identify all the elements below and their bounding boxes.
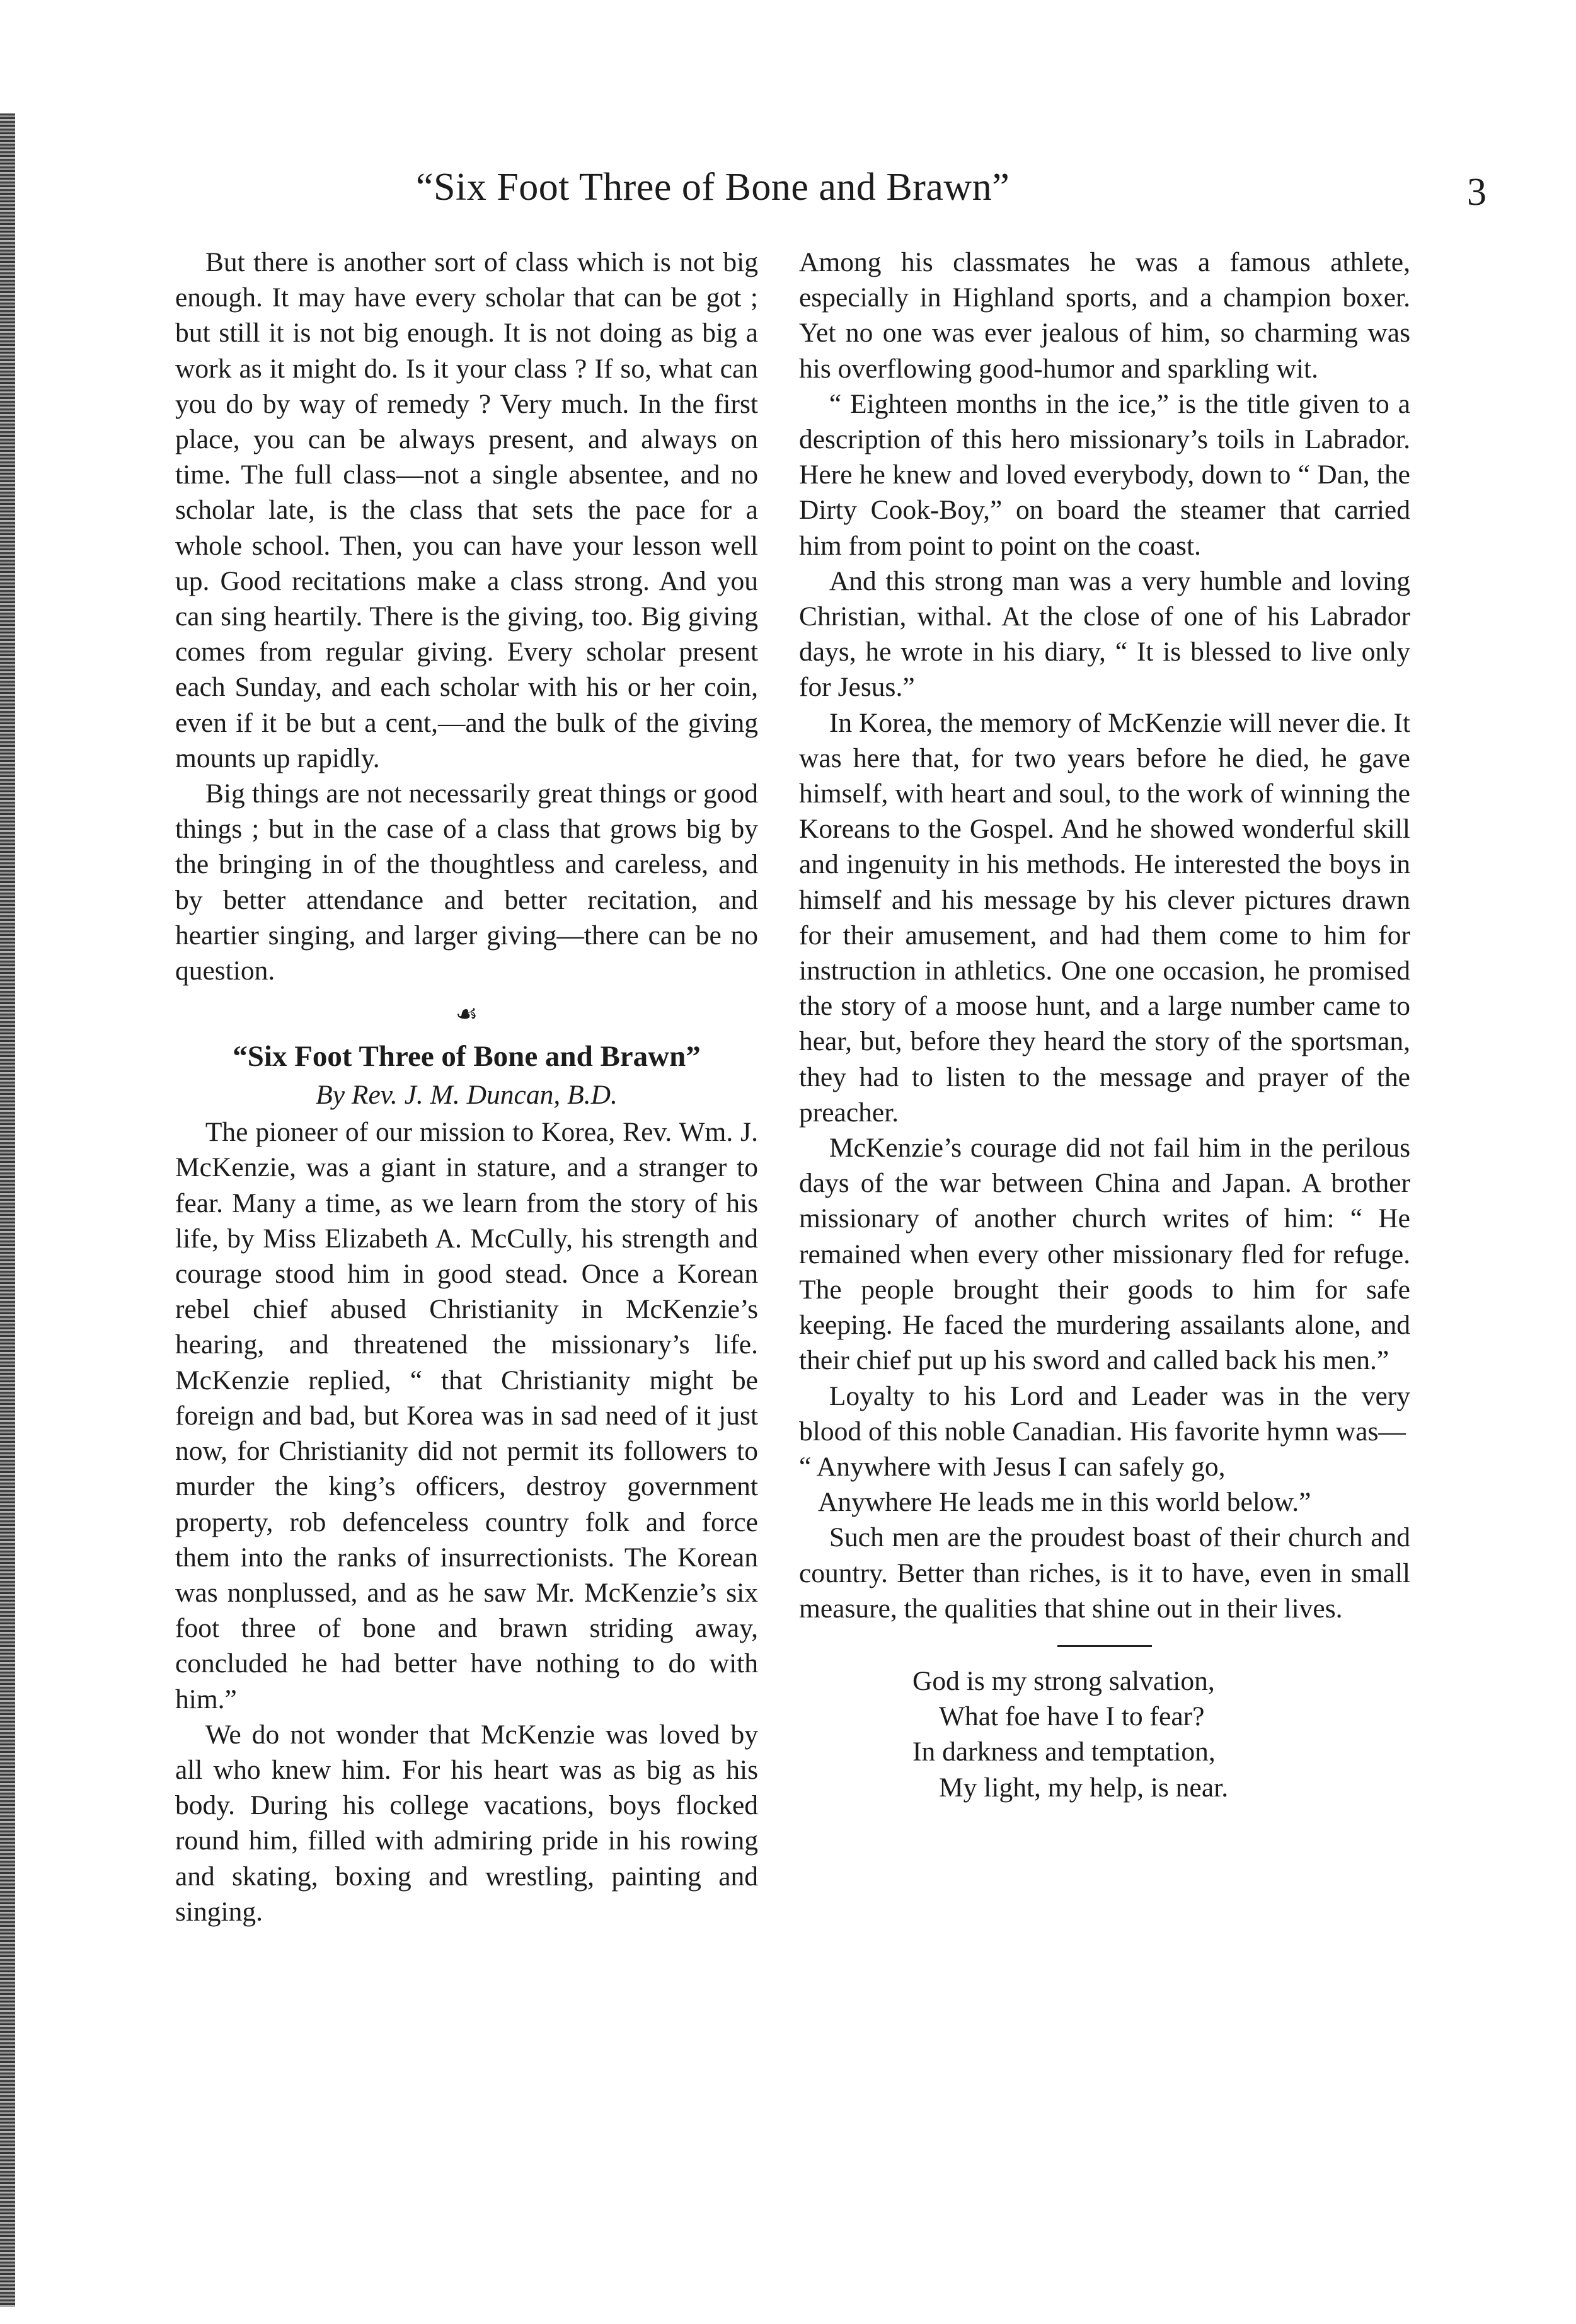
- article-title: “Six Foot Three of Bone and Brawn”: [233, 1040, 701, 1073]
- verse-line: In darkness and temptation,: [912, 1737, 1216, 1767]
- paragraph: Such men are the proudest boast of their church and country. Better than riches, is it to have, even in small measure, the qualities that shine out in their lives.: [799, 1522, 1410, 1624]
- paragraph: Loyalty to his Lord and Leader was in the very blood of this noble Canadian. His favorite hymn was—: [799, 1380, 1410, 1447]
- paragraph: Big things are not necessarily great things or good things ; but in the case of a class that grows big by the bringing in of the thoughtless and careless, and by better attendance and better recitation, and heartier singing, and larger giving—there can be no question.: [175, 778, 758, 986]
- paragraph: In Korea, the memory of McKenzie will never die. It was here that, for two years before he died, he gave himself, with heart and soul, to the work of winning the Koreans to the Gospel. And he showed wonderful skill and ingenuity in his methods. He interested the boys in himself and his message by his clever pictures drawn for their amusement, and had them come to him for instruction in athletics. One one occasion, he promised the story of a moose hunt, and a large number came to hear, but, before they heard the story of the sportsman, they had to listen to the message and prayer of the preacher.: [799, 707, 1410, 1128]
- right-column: [799, 245, 1410, 1805]
- paragraph: “ Eighteen months in the ice,” is the title given to a description of this hero missionary’s toils in Labrador. Here he knew and loved everybody, down to “ Dan, the Dirty Cook-Boy,” on board the steamer that carried him from point to point on the coast.: [799, 388, 1410, 561]
- paragraph: And this strong man was a very humble and loving Christian, withal. At the close of one of his Labrador days, he wrote in his diary, “ It is blessed to live only for Jesus.”: [799, 565, 1410, 703]
- article-byline: By Rev. J. M. Duncan, B.D.: [316, 1080, 618, 1111]
- hymn-line: Anywhere He leads me in this world below.”: [818, 1487, 1311, 1518]
- hymn-quote: [799, 1449, 1410, 1520]
- verse-line: God is my strong salvation,: [912, 1665, 1215, 1696]
- paragraph: McKenzie’s courage did not fail him in the perilous days of the war between China and Japan. A brother missionary of another church writes of him: “ He remained when every other missionary fled for refuge. The people brought their goods to him for safe keeping. He faced the murdering assailants alone, and their chief put up his sword and called back his men.”: [799, 1133, 1410, 1376]
- closing-verse: [799, 1663, 1410, 1805]
- hymn-line: “ Anywhere with Jesus I can safely go,: [799, 1451, 1226, 1482]
- verse-line: My light, my help, is near.: [939, 1772, 1229, 1803]
- paragraph: We do not wonder that McKenzie was loved by all who knew him. For his heart was as big as his body. During his college vacations, boys flocked round him, filled with admiring pride in his rowing and skating, boxing and wrestling, painting and singing.: [175, 1719, 758, 1927]
- paragraph: But there is another sort of class which is not big enough. It may have every scholar that can be got ; but still it is not big enough. It is not doing as big a work as it might do. Is it your class ? If so, what can you do by way of remedy ? Very much. In the first place, you can be always present, and always on time. The full class—not a single absentee, and no scholar late, is the class that sets the pace for a whole school. Then, you can have your lesson well up. Good recitations make a class strong. And you can sing heartily. There is the giving, too. Big giving comes from regular giving. Every scholar present each Sunday, and each scholar with his or her coin, even if it be but a cent,—and the bulk of the giving mounts up rapidly.: [175, 247, 758, 773]
- section-rule: [1057, 1645, 1152, 1647]
- page-number: 3: [1467, 171, 1487, 214]
- verse-line: What foe have I to fear?: [939, 1701, 1205, 1732]
- running-title: “Six Foot Three of Bone and Brawn”: [416, 166, 1010, 209]
- ornament-fleuron: ☙: [455, 1000, 478, 1029]
- paragraph: Among his classmates he was a famous athlete, especially in Highland sports, and a champion boxer. Yet no one was ever jealous of him, so charming was his overflowing good-humor and sparkling wit.: [799, 247, 1410, 384]
- paragraph: The pioneer of our mission to Korea, Rev. Wm. J. McKenzie, was a giant in stature, and a stranger to fear. Many a time, as we learn from the story of his life, by Miss Elizabeth A. McCully, his strength and courage stood him in good stead. Once a Korean rebel chief abused Christianity in McKenzie’s hearing, and threatened the missionary’s life. McKenzie replied, “ that Christianity might be foreign and bad, but Korea was in sad need of it just now, for Christianity did not permit its followers to murder the king’s officers, destroy government property, rob defenceless country folk and force them into the ranks of insurrectionists. The Korean was nonplussed, and as he saw Mr. McKenzie’s six foot three of bone and brawn striding away, concluded he had better have nothing to do with him.”: [175, 1117, 758, 1714]
- left-column: [175, 245, 758, 1929]
- binding-edge: [0, 113, 15, 2307]
